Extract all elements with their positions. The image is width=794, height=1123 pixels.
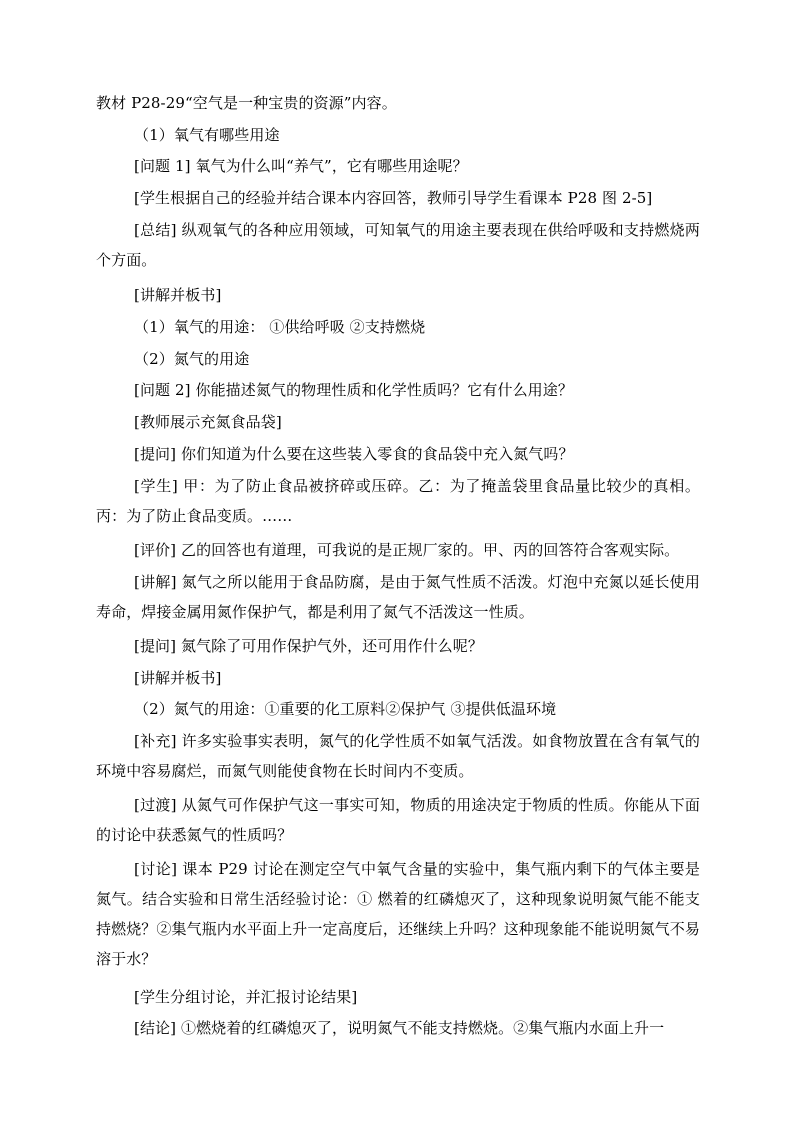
paragraph-question-1: [问题 1] 氧气为什么叫“养气”，它有哪些用途呢？ xyxy=(134,157,468,175)
paragraph-question-2: [问题 2] 你能描述氮气的物理性质和化学性质吗？它有什么用途？ xyxy=(134,381,573,399)
paragraph-summary: [总结] 纵观氧气的各种应用领域，可知氧气的用途主要表现在供给呼吸和支持燃烧两个方面。 xyxy=(96,221,700,269)
paragraph-intro: 教材 P28-29“空气是一种宝贵的资源”内容。 xyxy=(96,94,397,112)
paragraph-students: [学生] 甲：为了防止食品被挤碎或压碎。乙：为了掩盖袋里食品量比较少的真相。丙：为了防止食品变质。…… xyxy=(96,477,700,525)
paragraph-ask-1: [提问] 你们知道为什么要在这些装入零食的食品袋中充入氮气吗？ xyxy=(134,445,574,463)
paragraph-explain-board-2: [讲解并板书] xyxy=(134,669,222,687)
paragraph-teacher-demo: [教师展示充氮食品袋] xyxy=(134,413,282,431)
paragraph-oxygen-uses-list: （1）氧气的用途： ①供给呼吸 ②支持燃烧 xyxy=(134,318,426,336)
heading-oxygen-uses: （1）氧气有哪些用途 xyxy=(134,126,280,144)
paragraph-nitrogen-uses-list: （2）氮气的用途：①重要的化工原料②保护气 ③提供低温环境 xyxy=(134,700,557,718)
paragraph-ask-2: [提问] 氮气除了可用作保护气外，还可用作什么呢？ xyxy=(134,637,483,655)
paragraph-group-discussion: [学生分组讨论，并汇报讨论结果] xyxy=(134,988,358,1006)
paragraph-explain: [讲解] 氮气之所以能用于食品防腐，是由于氮气性质不活泼。灯泡中充氮以延长使用寿命，焊接金属用氮作保护气，都是利用了氮气不活泼这一性质。 xyxy=(96,573,700,621)
heading-nitrogen-uses: （2）氮气的用途 xyxy=(134,350,250,368)
paragraph-discussion: [讨论] 课本 P29 讨论在测定空气中氧气含量的实验中，集气瓶内剩下的气体主要是氮气。结合实验和日常生活经验讨论：① 燃着的红磷熄灭了，这种现象说明氮气能不能支持燃烧？②集气瓶内水平面上升一定高度后，还继续上升吗？这种现象能不能说明氮气不易溶于水？ xyxy=(96,860,701,968)
paragraph-evaluation: [评价] 乙的回答也有道理，可我说的是正规厂家的。甲、丙的回答符合客观实际。 xyxy=(134,541,680,559)
paragraph-conclusion: [结论] ①燃烧着的红磷熄灭了，说明氮气不能支持燃烧。②集气瓶内水面上升一 xyxy=(134,1019,665,1037)
paragraph-explain-board-1: [讲解并板书] xyxy=(134,286,222,304)
paragraph-student-answer: [学生根据自己的经验并结合课本内容回答，教师引导学生看课本 P28 图 2-5] xyxy=(134,189,653,207)
paragraph-supplement: [补充] 许多实验事实表明，氮气的化学性质不如氧气活泼。如食物放置在含有氧气的环境中容易腐烂，而氮气则能使食物在长时间内不变质。 xyxy=(96,732,700,780)
paragraph-transition: [过渡] 从氮气可作保护气这一事实可知，物质的用途决定于物质的性质。你能从下面的讨论中获悉氮气的性质吗？ xyxy=(96,796,700,844)
